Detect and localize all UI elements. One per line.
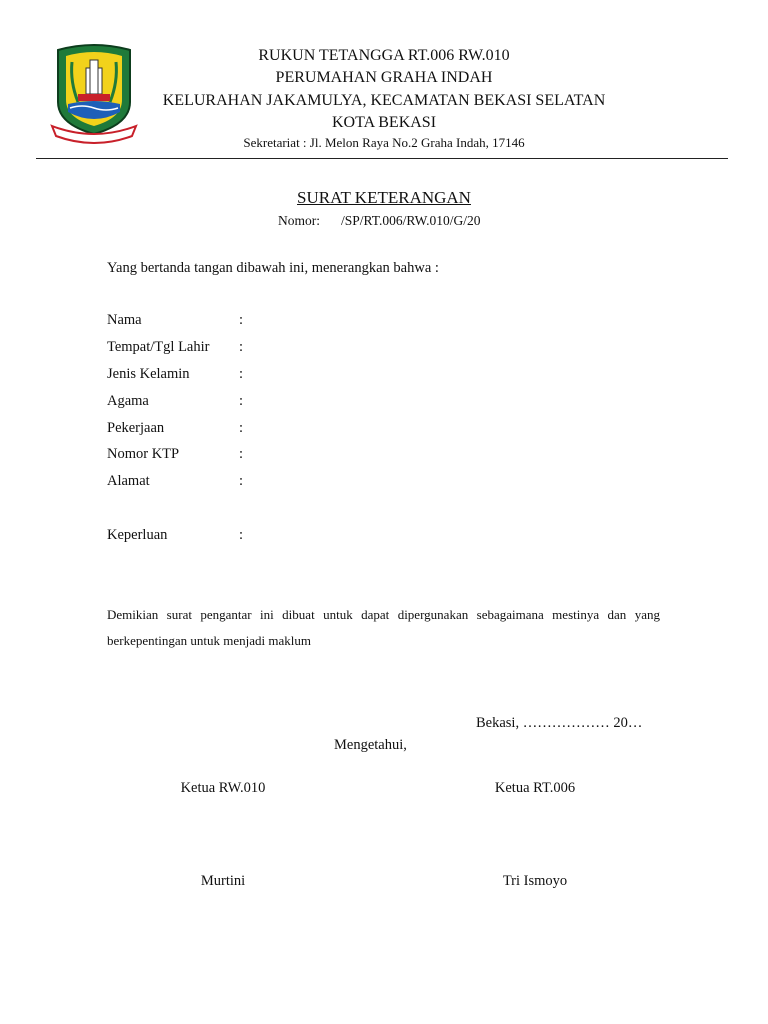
closing-line-2: berkepentingan untuk menjadi maklum: [107, 633, 311, 648]
field-label-nomor-ktp: Nomor KTP: [107, 446, 180, 462]
header-address: Sekretariat : Jl. Melon Raya No.2 Graha Indah, 17146: [243, 135, 525, 150]
field-label-pekerjaan: Pekerjaan: [107, 420, 165, 436]
field-label-nama: Nama: [107, 312, 142, 328]
number-value: /SP/RT.006/RW.010/G/20: [341, 213, 481, 228]
field-colon: :: [239, 339, 244, 355]
document-title: SURAT KETERANGAN: [297, 188, 471, 207]
closing-line-1: Demikian surat pengantar ini dibuat untuk dapat dipergunakan sebagaimana mestinya dan yang: [107, 607, 660, 622]
header-line-3: KELURAHAN JAKAMULYA, KECAMATAN BEKASI SELATAN: [162, 92, 606, 109]
field-colon: :: [239, 527, 244, 543]
acknowledged-label: Mengetahui,: [334, 737, 407, 753]
field-label-tempat-tgl-lahir: Tempat/Tgl Lahir: [107, 339, 210, 355]
field-label-jenis-kelamin: Jenis Kelamin: [107, 366, 190, 382]
field-label-alamat: Alamat: [107, 473, 150, 489]
field-label-agama: Agama: [107, 393, 149, 409]
field-colon: :: [239, 312, 244, 328]
signatory-title-rt: Ketua RT.006: [494, 780, 576, 796]
field-colon: :: [239, 393, 244, 409]
header-line-4: KOTA BEKASI: [331, 114, 437, 131]
place-date: Bekasi, ……………… 20…: [476, 715, 643, 731]
signatory-name-rt: Tri Ismoyo: [502, 873, 568, 889]
header-line-2: PERUMAHAN GRAHA INDAH: [275, 69, 493, 86]
field-colon: :: [239, 473, 244, 489]
closing-paragraph: [107, 602, 660, 654]
field-colon: :: [239, 446, 244, 462]
field-colon: :: [239, 420, 244, 436]
header-line-1: RUKUN TETANGGA RT.006 RW.010: [258, 47, 510, 64]
field-label-keperluan: Keperluan: [107, 527, 168, 543]
field-colon: :: [239, 366, 244, 382]
number-label: Nomor:: [278, 213, 320, 228]
signatory-name-rw: Murtini: [200, 873, 246, 889]
signatory-title-rw: Ketua RW.010: [180, 780, 266, 796]
intro-text: Yang bertanda tangan dibawah ini, menerangkan bahwa :: [107, 260, 439, 276]
header-divider: [36, 158, 728, 159]
